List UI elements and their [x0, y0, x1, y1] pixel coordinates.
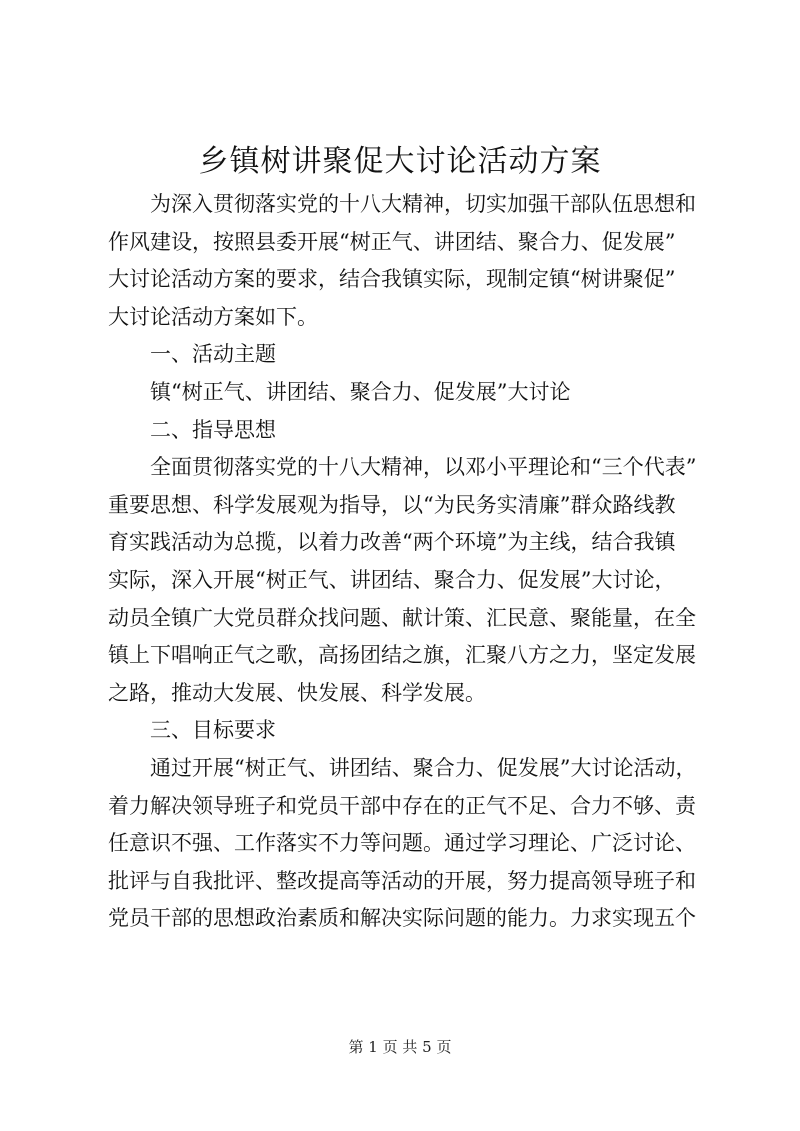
document-body: [108, 186, 708, 938]
section-heading-guiding-thought: 二、指导思想: [150, 417, 276, 442]
paragraph-line: 作风建设，按照县委开展“树正气、讲团结、聚合力、促发展”: [108, 229, 676, 254]
paragraph-line: 实际，深入开展“树正气、讲团结、聚合力、促发展”大讨论，: [108, 567, 676, 592]
paragraph-line: 全面贯彻落实党的十八大精神，以邓小平理论和“三个代表”: [150, 455, 697, 480]
paragraph-line: 党员干部的思想政治素质和解决实际问题的能力。力求实现五个: [108, 906, 696, 931]
section-heading-goals: 三、目标要求: [150, 718, 276, 743]
paragraph-line: 任意识不强、工作落实不力等问题。通过学习理论、广泛讨论、: [108, 831, 696, 856]
section-heading-theme: 一、活动主题: [150, 342, 276, 367]
paragraph-line: 着力解决领导班子和党员干部中存在的正气不足、合力不够、责: [108, 793, 696, 818]
paragraph-line: 通过开展“树正气、讲团结、聚合力、促发展”大讨论活动，: [150, 755, 697, 780]
paragraph-line: 大讨论活动方案如下。: [108, 304, 318, 329]
paragraph-line: 大讨论活动方案的要求，结合我镇实际，现制定镇“树讲聚促”: [108, 267, 676, 292]
paragraph-line: 之路，推动大发展、快发展、科学发展。: [108, 680, 486, 705]
paragraph-line: 为深入贯彻落实党的十八大精神，切实加强干部队伍思想和: [150, 192, 696, 216]
paragraph-line: 镇上下唱响正气之歌，高扬团结之旗，汇聚八方之力，坚定发展: [108, 643, 696, 668]
paragraph-line: 重要思想、科学发展观为指导，以“为民务实清廉”群众路线教: [108, 492, 676, 517]
document-title: 乡镇树讲聚促大讨论活动方案: [198, 144, 602, 179]
page-number-footer: 第 1 页 共 5 页: [348, 1038, 452, 1056]
paragraph-line: 育实践活动为总揽，以着力改善“两个环境”为主线，结合我镇: [108, 530, 676, 555]
paragraph-line: 动员全镇广大党员群众找问题、献计策、汇民意、聚能量，在全: [108, 605, 696, 630]
paragraph-line: 批评与自我批评、整改提高等活动的开展，努力提高领导班子和: [108, 868, 696, 893]
paragraph-line: 镇“树正气、讲团结、聚合力、促发展”大讨论: [150, 379, 571, 404]
